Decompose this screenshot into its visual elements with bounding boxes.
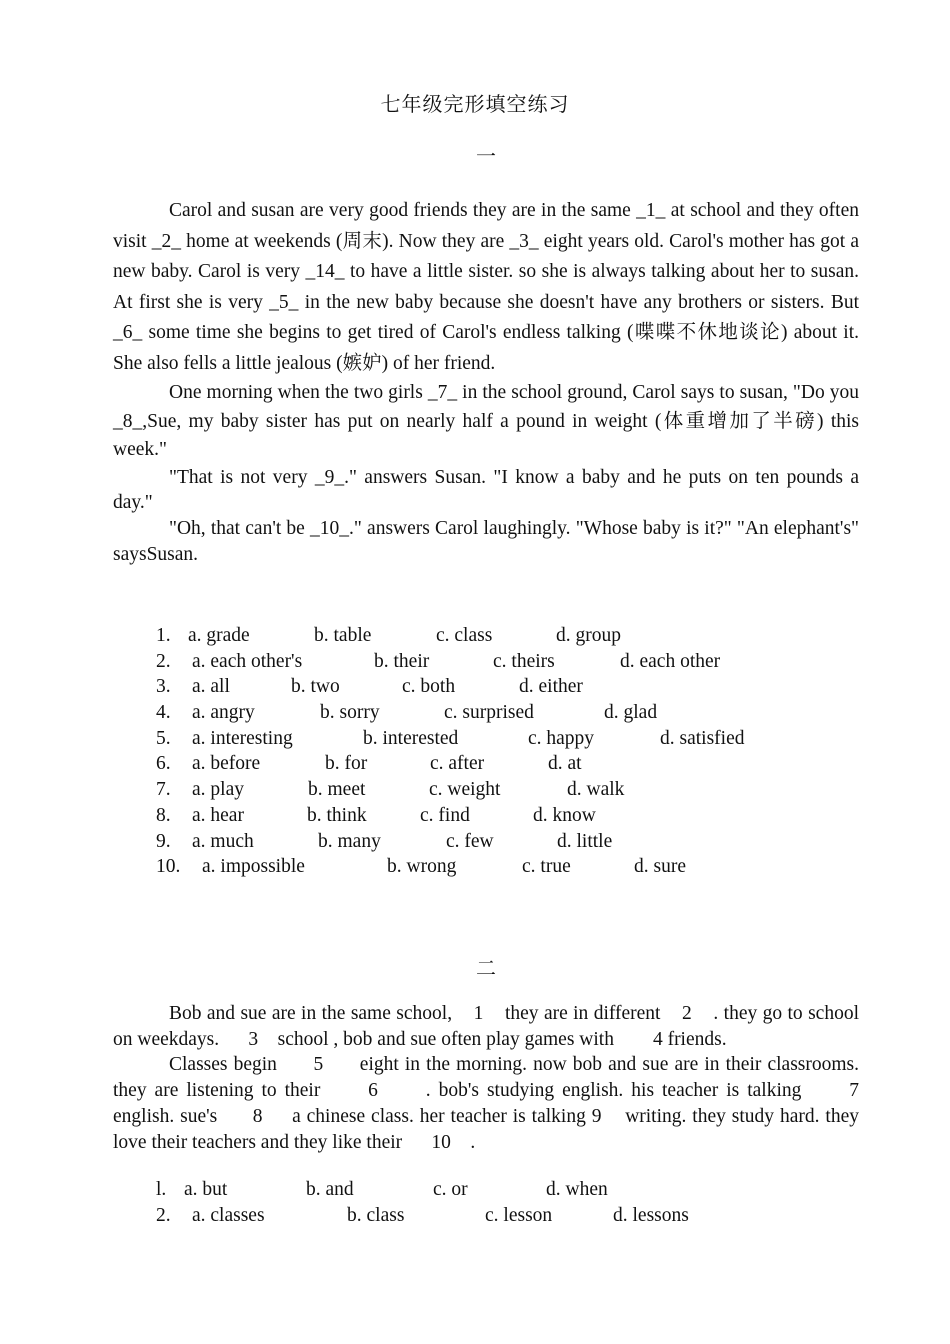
option-d: d. little xyxy=(557,830,613,852)
passage-1-paragraph: "Oh, that can't be _10_." answers Carol laughingly. "Whose baby is it?" "An elephant's" saysSusan. xyxy=(113,517,859,565)
option-a: a. grade xyxy=(188,625,250,646)
option-d: d. lessons xyxy=(613,1204,689,1226)
option-b: b. think xyxy=(307,804,367,826)
option-c: c. find xyxy=(420,804,470,826)
option-d: d. group xyxy=(556,625,621,646)
question-number: 8. xyxy=(156,804,171,826)
question-row xyxy=(156,751,744,777)
option-a: a. each other's xyxy=(192,650,303,672)
option-b: b. interested xyxy=(363,727,459,749)
option-c: c. surprised xyxy=(444,702,534,724)
question-number: l. xyxy=(156,1179,167,1200)
section-heading-1: 一 xyxy=(476,146,496,168)
question-row xyxy=(156,777,744,803)
question-number: 3. xyxy=(156,676,171,698)
option-a: a. angry xyxy=(192,702,255,724)
question-number: 7. xyxy=(156,779,171,801)
option-d: d. know xyxy=(533,804,596,826)
option-d: d. satisfied xyxy=(660,727,745,749)
question-number: 9. xyxy=(156,830,171,852)
question-list-2 xyxy=(156,1177,689,1228)
option-b: b. two xyxy=(291,676,340,698)
question-number: 5. xyxy=(156,727,171,749)
question-row xyxy=(156,674,744,700)
option-d: d. walk xyxy=(567,779,625,801)
question-row xyxy=(156,623,744,649)
option-d: d. glad xyxy=(604,702,658,724)
option-a: a. much xyxy=(192,830,254,852)
option-c: c. lesson xyxy=(485,1204,553,1226)
option-a: a. hear xyxy=(192,804,244,826)
question-number: 10. xyxy=(156,856,181,878)
option-c: c. true xyxy=(522,856,571,878)
option-b: b. sorry xyxy=(320,702,380,724)
option-d: d. each other xyxy=(620,650,721,672)
question-list-1 xyxy=(156,623,744,880)
option-d: d. at xyxy=(548,753,582,775)
option-b: b. many xyxy=(318,830,381,852)
option-c: c. happy xyxy=(528,727,595,749)
question-row xyxy=(156,700,744,726)
passage-1-paragraph: Carol and susan are very good friends they are in the same _1_ at school and they often visit _2_ home at weekends (周末). Now they are _3_ eight years old. Carol's mother has got a new baby. Carol is very _14_ to have a little sister. so she is always talking about her to susan. At first she is very _5_ in the new baby because she doesn't have any brothers or sisters. But _6_ some time she begins to get tired of Carol's endless talking (喋喋不休地谈论) about it. She also fells a little jealous (嫉妒) of her friend. xyxy=(113,200,859,374)
option-b: b. and xyxy=(306,1179,354,1200)
option-b: b. table xyxy=(314,625,372,646)
option-d: d. either xyxy=(519,676,583,698)
passage-1-paragraph: One morning when the two girls _7_ in the school ground, Carol says to susan, "Do you _8_,Sue, my baby sister has put on nearly half a pound in weight (体重增加了半磅) this week." xyxy=(113,382,859,460)
passage-2 xyxy=(113,1001,889,1155)
option-c: c. both xyxy=(402,676,456,698)
option-c: c. class xyxy=(436,625,493,646)
passage-2-paragraph: Classes begin 5 eight in the morning. now bob and sue are in their classrooms. they are listening to their 6 . bob's studying english. his teacher is talking 7 english. sue's 8 a chinese class. her teacher is talking 9 writing. they study hard. they love their teachers and they like their 10 . xyxy=(113,1054,889,1153)
page-title: 七年级完形填空练习 xyxy=(380,94,570,116)
passage-2-paragraph: Bob and sue are in the same school, 1 they are in different 2 . they go to school on weekdays. 3 school , bob and sue often play games with 4 friends. xyxy=(113,1003,864,1050)
section-heading-2: 二 xyxy=(476,958,496,980)
option-d: d. sure xyxy=(634,856,686,878)
option-c: c. few xyxy=(446,830,494,852)
question-number: 1. xyxy=(156,625,171,646)
question-number: 4. xyxy=(156,702,171,724)
question-number: 2. xyxy=(156,650,171,672)
question-row xyxy=(156,649,744,675)
option-a: a. but xyxy=(184,1179,228,1200)
question-row xyxy=(156,726,744,752)
question-number: 2. xyxy=(156,1204,171,1226)
option-a: a. impossible xyxy=(202,856,305,878)
option-c: c. theirs xyxy=(493,650,555,672)
option-a: a. classes xyxy=(192,1204,265,1226)
question-row xyxy=(156,1177,689,1203)
question-row xyxy=(156,1203,689,1229)
option-b: b. wrong xyxy=(387,856,457,878)
question-row xyxy=(156,829,744,855)
option-a: a. before xyxy=(192,753,261,775)
question-number: 6. xyxy=(156,753,171,775)
option-d: d. when xyxy=(546,1179,608,1200)
option-a: a. all xyxy=(192,676,230,698)
passage-1 xyxy=(113,196,859,567)
option-a: a. interesting xyxy=(192,727,293,749)
question-row xyxy=(156,854,744,880)
option-a: a. play xyxy=(192,779,244,801)
option-c: c. after xyxy=(430,753,485,775)
option-c: c. weight xyxy=(429,779,501,801)
option-b: b. class xyxy=(347,1204,405,1226)
passage-1-paragraph: "That is not very _9_." answers Susan. "I know a baby and he puts on ten pounds a day." xyxy=(113,466,859,514)
option-b: b. for xyxy=(325,753,368,775)
option-c: c. or xyxy=(433,1179,468,1200)
option-b: b. their xyxy=(374,650,430,672)
option-b: b. meet xyxy=(308,779,366,801)
question-row xyxy=(156,803,744,829)
